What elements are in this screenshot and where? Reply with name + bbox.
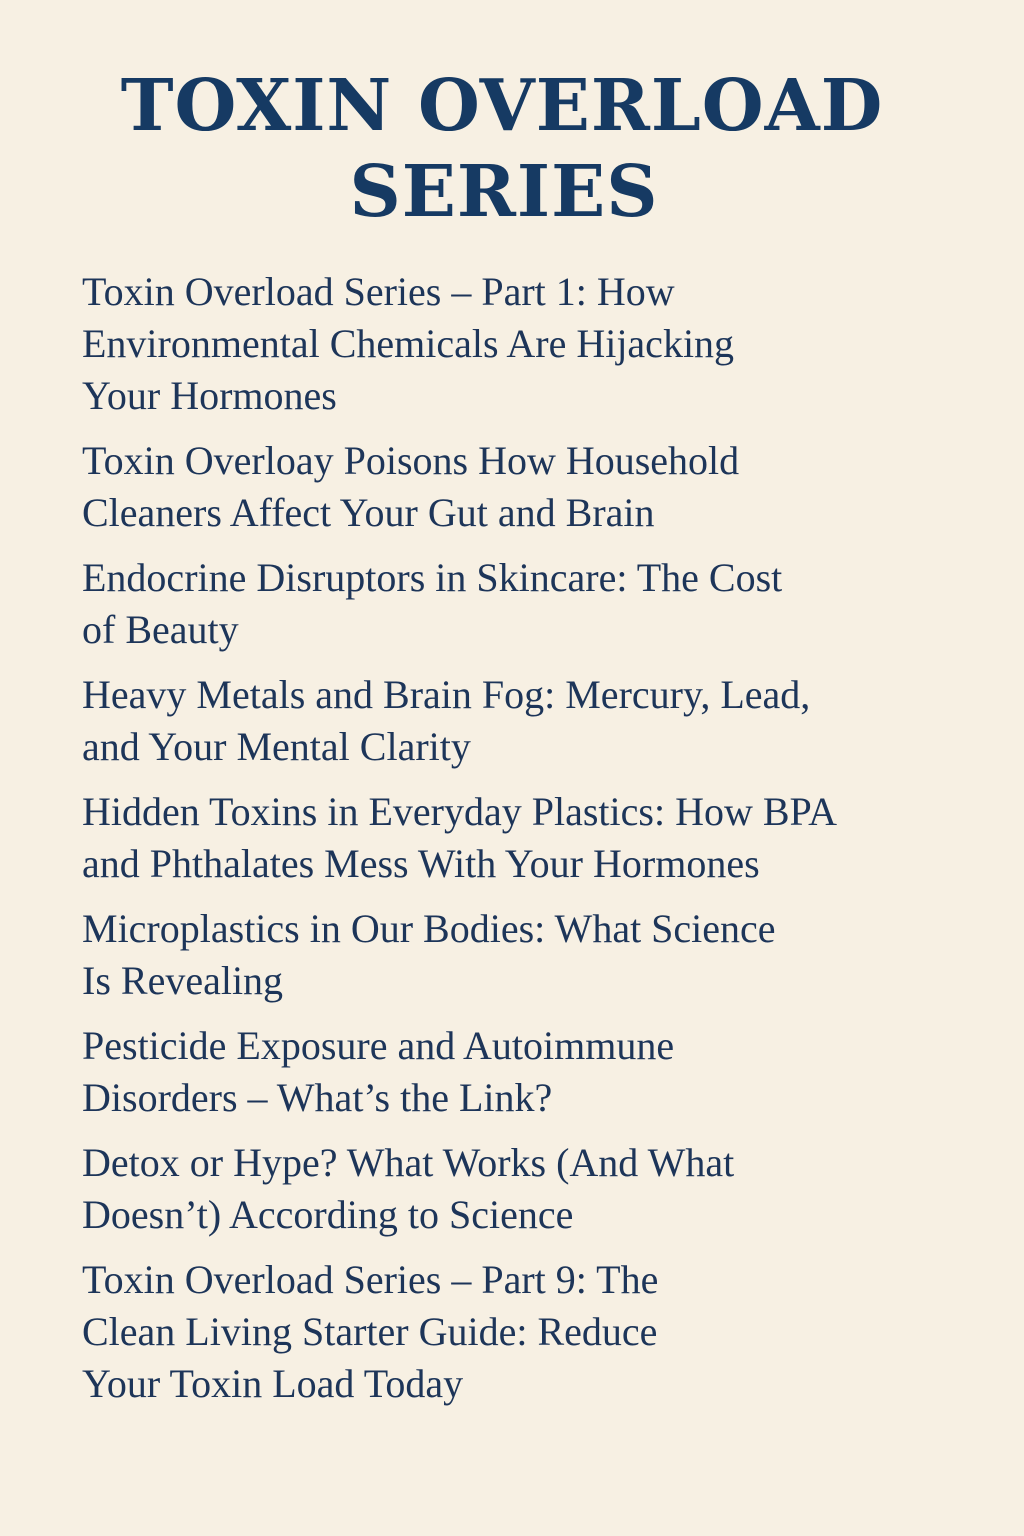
article-title-line: Microplastics in Our Bodies: What Science xyxy=(82,906,776,951)
page-title-line-1: TOXIN OVERLOAD xyxy=(120,63,884,147)
page-title xyxy=(60,62,944,234)
article-title-7 xyxy=(82,1020,962,1124)
article-title-3 xyxy=(82,552,962,656)
article-title-line: Hidden Toxins in Everyday Plastics: How BPA xyxy=(82,789,837,834)
article-title-4 xyxy=(82,669,962,773)
article-title-line: Environmental Chemicals Are Hijacking xyxy=(82,321,735,366)
article-title-line: and Phthalates Mess With Your Hormones xyxy=(82,841,760,886)
article-title-line: Toxin Overload Series – Part 1: How xyxy=(82,269,675,314)
article-title-line: Disorders – What’s the Link? xyxy=(82,1075,553,1120)
article-title-line: of Beauty xyxy=(82,607,239,652)
article-title-line: Your Toxin Load Today xyxy=(82,1361,464,1406)
article-title-line: Endocrine Disruptors in Skincare: The Cost xyxy=(82,555,783,600)
article-title-line: Toxin Overloay Poisons How Household xyxy=(82,438,740,483)
article-title-line: Cleaners Affect Your Gut and Brain xyxy=(82,490,655,535)
article-title-line: Detox or Hype? What Works (And What xyxy=(82,1140,735,1185)
article-title-9 xyxy=(82,1254,962,1410)
article-title-line: Toxin Overload Series – Part 9: The xyxy=(82,1257,659,1302)
article-title-8 xyxy=(82,1137,962,1241)
page-title-line-2: SERIES xyxy=(349,149,659,233)
article-title-line: Your Hormones xyxy=(82,373,337,418)
article-title-line: Clean Living Starter Guide: Reduce xyxy=(82,1309,658,1354)
article-list xyxy=(82,266,962,1423)
article-title-line: and Your Mental Clarity xyxy=(82,724,471,769)
article-title-2 xyxy=(82,435,962,539)
article-title-line: Pesticide Exposure and Autoimmune xyxy=(82,1023,675,1068)
article-title-line: Heavy Metals and Brain Fog: Mercury, Lead, xyxy=(82,672,811,717)
article-title-5 xyxy=(82,786,962,890)
article-title-line: Doesn’t) According to Science xyxy=(82,1192,574,1237)
article-title-line: Is Revealing xyxy=(82,958,284,1003)
article-title-1 xyxy=(82,266,962,422)
article-title-6 xyxy=(82,903,962,1007)
